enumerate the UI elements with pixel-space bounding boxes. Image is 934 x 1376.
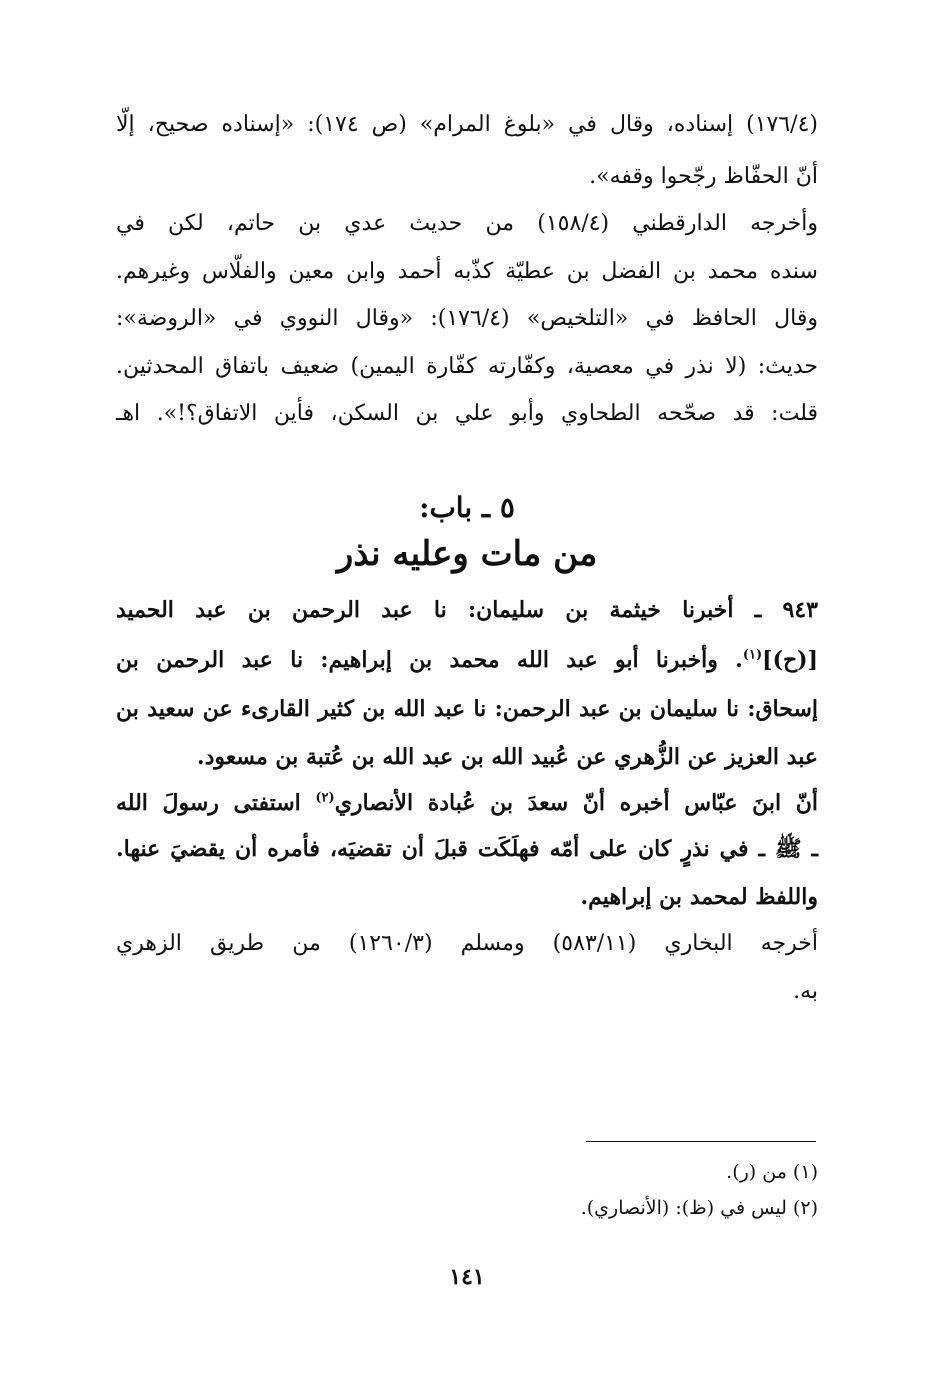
hadith-text: [(ح)] xyxy=(762,647,818,673)
text-line: سنده محمد بن الفضل بن عطيّة كذّبه أحمد وابن معين والفلّاس وغيرهم. xyxy=(116,259,818,284)
text-line: (١٧٦/٤) إسناده، وقال في «بلوغ المرام» (ص ١٧٤): «إسناده صحيح، إلّا xyxy=(116,112,818,137)
hadith-text: استفتى رسولَ الله xyxy=(116,790,316,816)
hadith-text: . وأخبرنا أبو عبد الله محمد بن إبراهيم: نا عبد الرحمن بن xyxy=(116,647,743,673)
text-line: وأخرجه الدارقطني (١٥٨/٤) من حديث عدي بن حاتم، لكن في xyxy=(116,211,819,236)
chapter-title: من مات وعليه نذر xyxy=(336,534,598,574)
text-line: وقال الحافظ في «التلخيص» (١٧٦/٤): «وقال النووي في «الروضة»: xyxy=(116,306,818,331)
page-number: ١٤١ xyxy=(449,1264,485,1290)
hadith-line xyxy=(116,643,818,677)
hadith-line: إسحاق: نا سليمان بن عبد الرحمن: نا عبد الله بن كثير القارىء عن سعيد بن xyxy=(116,696,818,722)
footnote: (١) من (ر). xyxy=(726,1161,818,1183)
hadith-line: ٩٤٣ ـ أخبرنا خيثمة بن سليمان: نا عبد الرحمن بن عبد الحميد xyxy=(116,597,818,623)
takhrij-line: أخرجه البخاري (٥٨٣/١١) ومسلم (١٢٦٠/٣) من طريق الزهري xyxy=(116,931,818,956)
text-line: حديث: (لا نذر في معصية، وكفّارته كفّارة اليمين) ضعيف باتفاق المحدثين. xyxy=(116,354,818,379)
hadith-line: ـ ﷺ ـ في نذرٍ كان على أمّه فهلَكَت قبلَ أن تقضيَه، فأمره أن يقضيَ عنها. xyxy=(116,836,818,862)
chapter-number: ٥ ـ باب: xyxy=(419,491,515,524)
hadith-text: أنّ ابنَ عبّاس أخبره أنّ سعدَ بن عُبادة الأنصاري xyxy=(334,790,818,816)
footnote-separator xyxy=(586,1141,816,1142)
text-line: أنّ الحفّاظ رجّحوا وقفه». xyxy=(589,164,818,189)
takhrij-line: به. xyxy=(793,979,818,1004)
footnote-ref: (١) xyxy=(742,647,763,663)
footnote-ref: (٢) xyxy=(315,790,335,806)
hadith-line: عبد العزيز عن الزُّهري عن عُبيد الله بن عبد الله بن عُتبة بن مسعود. xyxy=(196,744,818,770)
text-line: قلت: قد صحّحه الطحاوي وأبو علي بن السكن، فأين الاتفاق؟!». اهـ xyxy=(116,401,818,426)
hadith-line xyxy=(116,786,818,820)
hadith-line: واللفظ لمحمد بن إبراهيم. xyxy=(580,884,818,910)
footnote: (٢) ليس في (ظ): (الأنصاري). xyxy=(580,1197,818,1219)
